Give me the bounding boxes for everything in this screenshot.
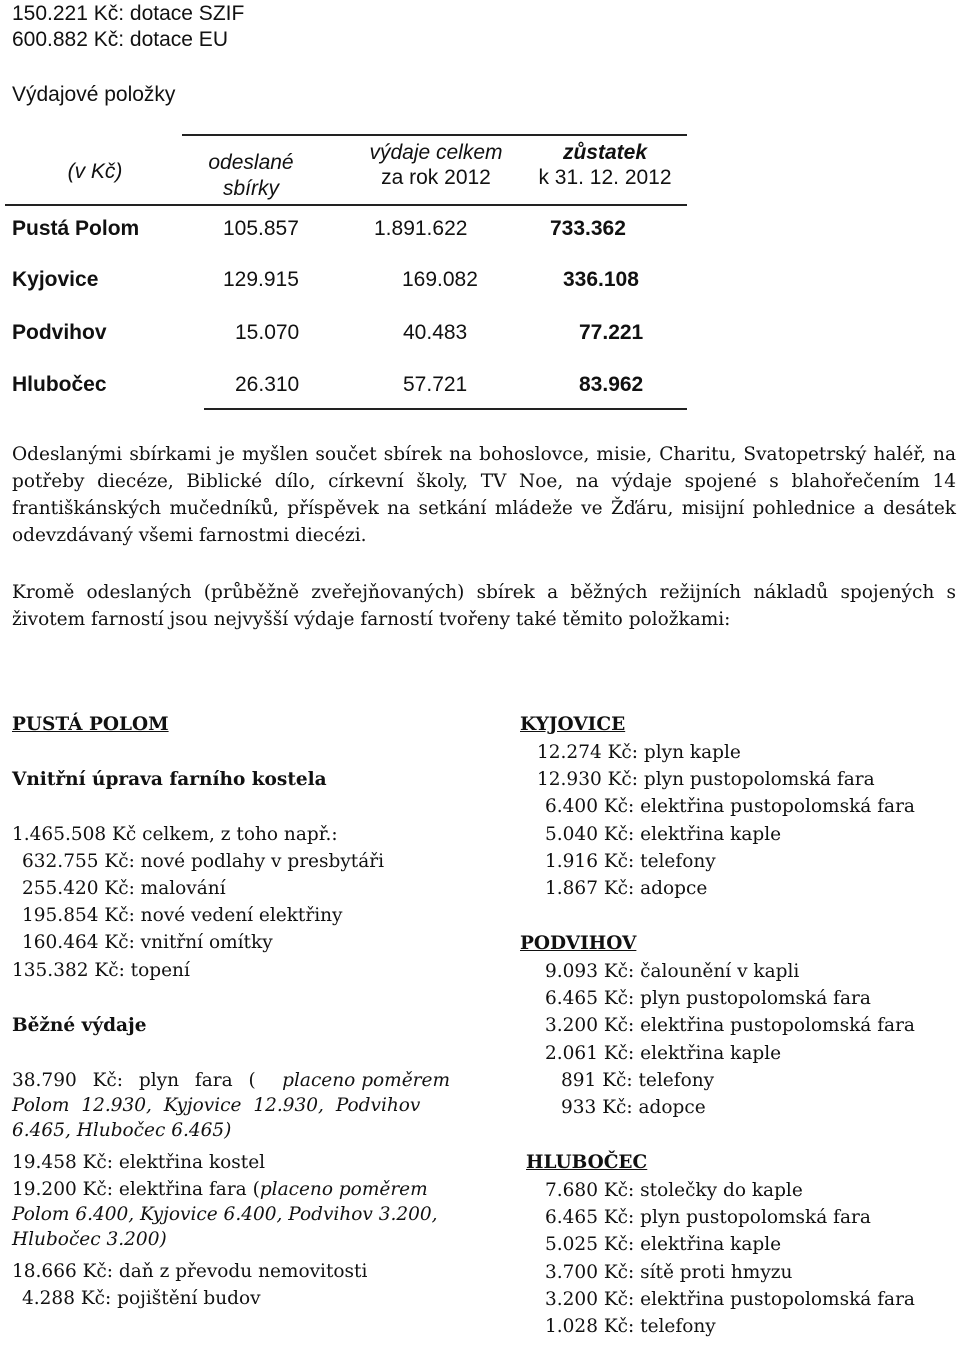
subheading-running-costs: Běžné výdaje [12, 1015, 147, 1036]
row-sent: 26.310 [235, 373, 300, 396]
running-item-electricity-fara-label: 19.200 Kč: elektřina fara ( [12, 1179, 260, 1200]
hlubocec-item: 3.200 Kč: elektřina pustopolomská fara [545, 1289, 915, 1310]
paragraph-major-expenses: Kromě odeslaných (průběžně zveřejňovaných) sbírek a běžných režijních nákladů spojených s životem farností jsou nejvyšší výdaje farností tvořeny také těmito položkami: [12, 582, 956, 630]
header-balance-2: k 31. 12. 2012 [538, 166, 672, 189]
kyjovice-item: 6.400 Kč: elektřina pustopolomská fara [545, 796, 915, 817]
row-balance: 733.362 [550, 217, 626, 240]
running-item-gas-fara-note: placeno poměrem [282, 1070, 450, 1091]
podvihov-item: 2.061 Kč: elektřina kaple [545, 1043, 782, 1064]
heading-hlubocec: HLUBOČEC [526, 1152, 648, 1173]
running-item-electricity-fara [12, 1179, 450, 1250]
running-item: 18.666 Kč: daň z převodu nemovitosti [12, 1261, 368, 1282]
running-item: 19.458 Kč: elektřina kostel [12, 1152, 266, 1173]
table-row [12, 268, 692, 298]
header-sent-2: sbírky [222, 177, 279, 200]
running-item-gas-fara-label: 38.790 Kč: plyn fara ( [12, 1070, 256, 1091]
row-sent: 129.915 [223, 268, 299, 291]
renovation-item: 135.382 Kč: topení [12, 960, 190, 981]
hlubocec-item: 3.700 Kč: sítě proti hmyzu [545, 1262, 793, 1283]
row-name: Pustá Polom [12, 217, 140, 240]
table-row [12, 217, 692, 247]
renovation-item: 195.854 Kč: nové vedení elektřiny [22, 905, 343, 926]
header-balance-1: zůstatek [562, 141, 648, 164]
row-expenses: 40.483 [403, 321, 468, 344]
kyjovice-item: 12.930 Kč: plyn pustopolomská fara [537, 769, 875, 790]
header-sent-1: odeslané [208, 151, 294, 174]
right-column [520, 712, 950, 1337]
table-top-rule [182, 134, 687, 136]
kyjovice-item: 12.274 Kč: plyn kaple [537, 742, 741, 763]
row-expenses: 57.721 [403, 373, 468, 396]
renovation-item: 255.420 Kč: malování [22, 878, 226, 899]
podvihov-item: 933 Kč: adopce [561, 1097, 706, 1118]
renovation-total: 1.465.508 Kč celkem, z toho např.: [12, 824, 338, 845]
row-expenses: 1.891.622 [374, 217, 468, 240]
podvihov-item: 9.093 Kč: čalounění v kapli [545, 961, 800, 982]
income-line-eu: 600.882 Kč: dotace EU [12, 28, 228, 51]
row-sent: 15.070 [235, 321, 300, 344]
table-header-rule [5, 204, 687, 206]
row-balance: 77.221 [579, 321, 644, 344]
table-bottom-rule [204, 408, 687, 410]
row-name: Kyjovice [12, 268, 99, 291]
running-item-electricity-fara-note: placeno poměrem [259, 1179, 428, 1200]
podvihov-item: 3.200 Kč: elektřina pustopolomská fara [545, 1015, 915, 1036]
running-item: 4.288 Kč: pojištění budov [22, 1288, 261, 1309]
running-item-electricity-fara-note-3: Hlubočec 3.200) [12, 1229, 167, 1250]
running-item-gas-fara-note-2: Polom 12.930, Kyjovice 12.930, Podvihov [12, 1095, 421, 1116]
running-item-gas-fara-note-3: 6.465, Hlubočec 6.465) [12, 1120, 232, 1141]
row-sent: 105.857 [223, 217, 299, 240]
running-item-gas-fara [12, 1070, 450, 1141]
row-balance: 336.108 [563, 268, 639, 291]
hlubocec-item: 1.028 Kč: telefony [545, 1316, 716, 1337]
row-expenses: 169.082 [402, 268, 478, 291]
header-expenses-1: výdaje celkem [369, 141, 503, 164]
heading-kyjovice: KYJOVICE [520, 714, 626, 735]
left-column [12, 712, 462, 1332]
hlubocec-item: 7.680 Kč: stolečky do kaple [545, 1180, 803, 1201]
table-row [12, 373, 692, 403]
heading-pusta-polom: PUSTÁ POLOM [12, 714, 169, 735]
income-line-szif: 150.221 Kč: dotace SZIF [12, 2, 245, 25]
podvihov-item: 891 Kč: telefony [561, 1070, 715, 1091]
table-row [12, 321, 692, 351]
row-name: Hlubočec [12, 373, 107, 396]
renovation-item: 160.464 Kč: vnitřní omítky [22, 932, 273, 953]
hlubocec-item: 5.025 Kč: elektřina kaple [545, 1234, 782, 1255]
subheading-church-renovation: Vnitřní úprava farního kostela [12, 769, 327, 790]
header-expenses-2: za rok 2012 [381, 166, 491, 189]
heading-podvihov: PODVIHOV [520, 933, 637, 954]
kyjovice-item: 1.867 Kč: adopce [545, 878, 708, 899]
kyjovice-item: 5.040 Kč: elektřina kaple [545, 824, 782, 845]
header-unit: (v Kč) [67, 160, 123, 183]
row-balance: 83.962 [579, 373, 644, 396]
section-title: Výdajové položky [12, 83, 176, 106]
renovation-item: 632.755 Kč: nové podlahy v presbytáři [22, 851, 385, 872]
paragraph-sent-collections: Odeslanými sbírkami je myšlen součet sbírek na bohoslovce, misie, Charitu, Svatopetrský haléř, na potřeby diecéze, Biblické dílo, církevní školy, TV Noe, na výdaje spojené s blahořečením 14 františkánských mučedníků, příspěvek na setkání mládeže ve Žďáru, misijní pohlednice a desátek odevzdávaný všemi farnostmi diecézi. [12, 444, 956, 546]
kyjovice-item: 1.916 Kč: telefony [545, 851, 716, 872]
running-item-electricity-fara-note-2: Polom 6.400, Kyjovice 6.400, Podvihov 3.200, [12, 1204, 438, 1225]
podvihov-item: 6.465 Kč: plyn pustopolomská fara [545, 988, 871, 1009]
row-name: Podvihov [12, 321, 107, 344]
hlubocec-item: 6.465 Kč: plyn pustopolomská fara [545, 1207, 871, 1228]
